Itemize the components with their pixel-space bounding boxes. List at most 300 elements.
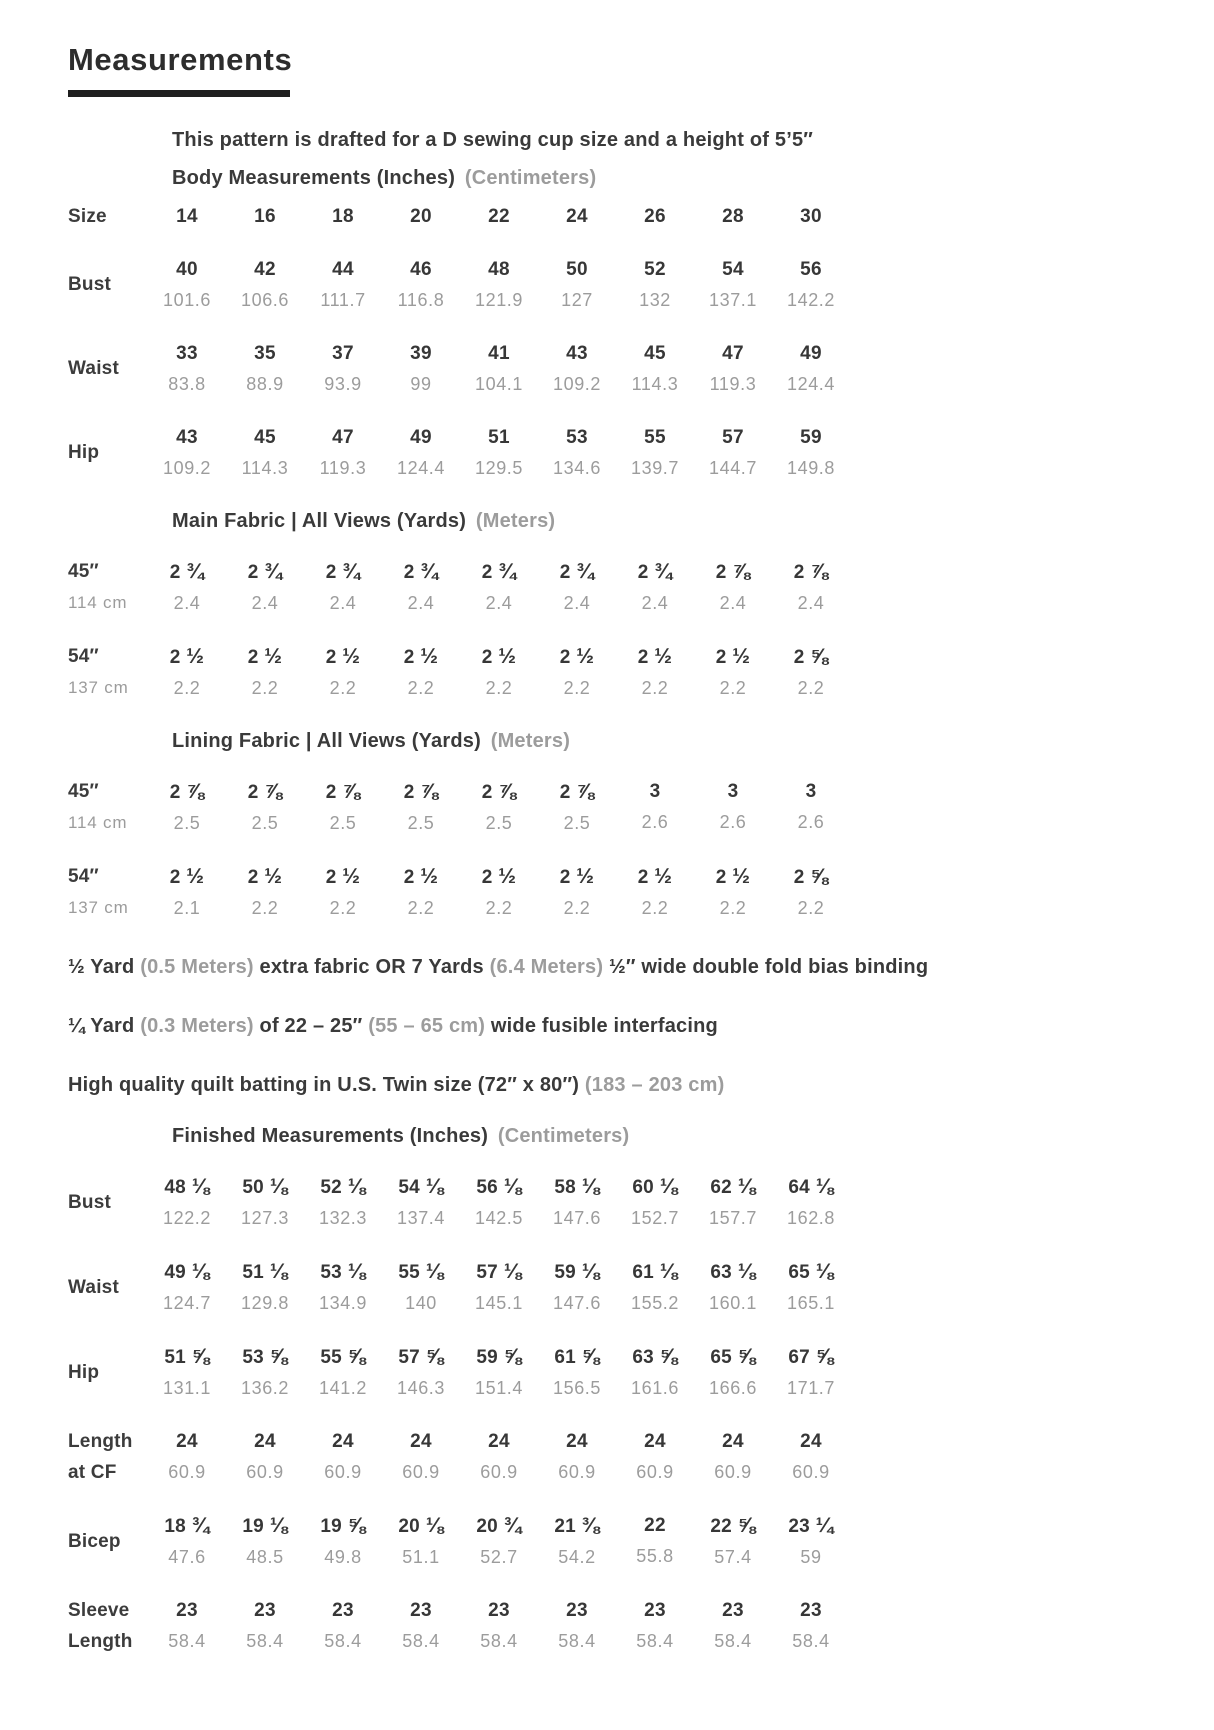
value-cell (148, 1426, 226, 1488)
metric-value: 60.9 (636, 1461, 674, 1482)
primary-value: 23 (254, 1599, 276, 1621)
primary-value: 2 ½ (403, 643, 439, 668)
value-cell (148, 1595, 226, 1657)
metric-value: 2.4 (329, 592, 357, 613)
metric-value: 161.6 (630, 1377, 680, 1398)
metric-value: 2.2 (641, 677, 669, 698)
primary-value: 41 (488, 342, 510, 364)
value-cell (538, 556, 616, 619)
value-cell (304, 1426, 382, 1488)
row-label-line: Waist (68, 1276, 119, 1298)
value-cell (148, 556, 226, 619)
metric-value: 2.2 (485, 677, 513, 698)
metric-value: 60.9 (246, 1461, 284, 1482)
value-cell (538, 422, 616, 484)
metric-value: 2.6 (797, 811, 825, 832)
metric-value: 2.5 (173, 812, 201, 833)
metric-value: 2.4 (563, 592, 591, 613)
row-label (68, 1341, 148, 1404)
value-cell (694, 338, 772, 400)
finished-measure-row (68, 1510, 1146, 1573)
primary-value: 56 ⅛ (476, 1173, 522, 1198)
metric-value: 2.5 (407, 812, 435, 833)
finished-measure-row (68, 1341, 1146, 1404)
value-cell (772, 556, 850, 619)
primary-value: 2 ½ (559, 863, 595, 888)
primary-value: 53 ⅝ (242, 1343, 288, 1368)
metric-value: 60.9 (480, 1461, 518, 1482)
value-cell (382, 1256, 460, 1319)
primary-value: 2 ½ (715, 863, 751, 888)
heading-text: Body Measurements (Inches) (172, 166, 456, 189)
value-cell (304, 422, 382, 484)
metric-value: 99 (410, 373, 432, 394)
primary-value: 22 (644, 1514, 666, 1536)
value-cell (694, 1341, 772, 1404)
metric-value: 58.4 (714, 1630, 752, 1651)
metric-value: 58.4 (168, 1630, 206, 1651)
primary-value: 63 ⅝ (632, 1343, 678, 1368)
metric-value: 2.2 (329, 897, 357, 918)
metric-value: 2.2 (719, 897, 747, 918)
row-label-line: Hip (68, 442, 100, 464)
metric-value: 137.4 (396, 1207, 446, 1228)
value-cell (616, 1510, 694, 1573)
value-cell (694, 776, 772, 839)
finished-measure-row (68, 1171, 1146, 1234)
primary-value: 24 (800, 1430, 822, 1452)
metric-value: 157.7 (708, 1207, 758, 1228)
value-cell (148, 776, 226, 839)
primary-value: 23 (410, 1599, 432, 1621)
primary-value: 24 (644, 1430, 666, 1452)
metric-value: 49.8 (324, 1546, 362, 1567)
metric-value: 2.2 (251, 677, 279, 698)
value-cell (538, 861, 616, 924)
value-cell (616, 861, 694, 924)
metric-value: 58.4 (324, 1630, 362, 1651)
value-cell (460, 254, 538, 316)
primary-value: 23 ¼ (788, 1512, 834, 1537)
note-segment: ½ Yard (68, 955, 141, 978)
value-cell (538, 254, 616, 316)
primary-value: 2 ⅝ (793, 863, 829, 888)
metric-value: 124.7 (162, 1292, 212, 1313)
value-cell (226, 1510, 304, 1573)
metric-value: 139.7 (630, 457, 680, 478)
value-cell (772, 1595, 850, 1657)
value-cell (694, 422, 772, 484)
value-cell (226, 776, 304, 839)
metric-value: 147.6 (552, 1292, 602, 1313)
value-cell (538, 1256, 616, 1319)
value-cell (304, 641, 382, 704)
primary-value: 46 (410, 258, 432, 280)
metric-value: 2.4 (407, 592, 435, 613)
metric-value: 2.5 (485, 812, 513, 833)
note-segment: extra fabric OR 7 Yards (253, 955, 490, 978)
heading-unit-alt: (Meters) (475, 509, 556, 532)
primary-value: 57 ⅝ (398, 1343, 444, 1368)
value-cell (304, 1595, 382, 1657)
metric-value: 127.3 (240, 1207, 290, 1228)
metric-value: 88.9 (246, 373, 284, 394)
value-cell (616, 1426, 694, 1488)
primary-value: 2 ½ (637, 643, 673, 668)
primary-value: 63 ⅛ (710, 1258, 756, 1283)
metric-value: 48.5 (246, 1546, 284, 1567)
value-cell (616, 1171, 694, 1234)
metric-value: 142.2 (786, 289, 836, 310)
primary-value: 53 (566, 426, 588, 448)
primary-value: 2 ⅝ (793, 643, 829, 668)
value-cell (694, 641, 772, 704)
size-value: 22 (488, 205, 510, 227)
size-value: 24 (566, 205, 588, 227)
size-value: 16 (254, 205, 276, 227)
primary-value: 2 ¾ (637, 558, 673, 583)
primary-value: 2 ½ (481, 863, 517, 888)
note-segment: ¼ Yard (68, 1014, 141, 1037)
value-cell (538, 338, 616, 400)
primary-value: 2 ½ (325, 863, 361, 888)
value-cell (382, 1341, 460, 1404)
metric-value: 141.2 (318, 1377, 368, 1398)
note-segment: (0.5 Meters) (140, 955, 254, 978)
row-label: Size (68, 205, 107, 227)
size-value: 14 (176, 205, 198, 227)
primary-value: 62 ⅛ (710, 1173, 756, 1198)
metric-value: 2.4 (251, 592, 279, 613)
value-cell (538, 1341, 616, 1404)
row-label-line: 54″ (68, 646, 99, 668)
value-cell (148, 422, 226, 484)
size-value: 20 (410, 205, 432, 227)
finished-measure-row (68, 1256, 1146, 1319)
finished-measurements-heading (172, 1123, 1146, 1149)
value-cell (772, 1426, 850, 1488)
heading-unit-alt: (Centimeters) (464, 166, 597, 189)
value-cell (148, 1510, 226, 1573)
metric-value: 106.6 (240, 289, 290, 310)
metric-value: 58.4 (792, 1630, 830, 1651)
metric-value: 122.2 (162, 1207, 212, 1228)
metric-value: 2.2 (797, 897, 825, 918)
size-value: 26 (644, 205, 666, 227)
primary-value: 2 ½ (169, 643, 205, 668)
primary-value: 61 ⅝ (554, 1343, 600, 1368)
primary-value: 2 ½ (247, 863, 283, 888)
note-segment: High quality quilt batting in U.S. Twin size (72″ x 80″) (68, 1073, 585, 1096)
intro-note: This pattern is drafted for a D sewing cup size and a height of 5’5″ (172, 128, 814, 151)
row-label (68, 422, 148, 484)
primary-value: 2 ½ (403, 863, 439, 888)
size-value: 18 (332, 205, 354, 227)
primary-value: 18 ¾ (164, 1512, 210, 1537)
primary-value: 21 ⅜ (554, 1512, 600, 1537)
row-label-line: Bust (68, 1191, 112, 1213)
primary-value: 47 (332, 426, 354, 448)
primary-value: 53 ⅛ (320, 1258, 366, 1283)
body-measure-row (68, 422, 1146, 484)
value-cell (772, 1341, 850, 1404)
body-measure-row (68, 254, 1146, 316)
value-cell (538, 776, 616, 839)
value-cell (616, 338, 694, 400)
lining-fabric-heading (172, 728, 1146, 754)
value-cell (538, 641, 616, 704)
primary-value: 23 (800, 1599, 822, 1621)
value-cell (148, 338, 226, 400)
fabric-row (68, 776, 1146, 839)
size-value: 30 (800, 205, 822, 227)
value-cell (772, 1510, 850, 1573)
primary-value: 65 ⅛ (788, 1258, 834, 1283)
metric-value: 134.6 (552, 457, 602, 478)
value-cell (226, 861, 304, 924)
value-cell (616, 641, 694, 704)
value-cell (616, 556, 694, 619)
primary-value: 51 ⅝ (164, 1343, 210, 1368)
primary-value: 23 (644, 1599, 666, 1621)
metric-value: 166.6 (708, 1377, 758, 1398)
primary-value: 37 (332, 342, 354, 364)
primary-value: 2 ½ (559, 643, 595, 668)
metric-value: 47.6 (168, 1546, 206, 1567)
body-measurements-heading (172, 165, 1146, 191)
metric-value: 124.4 (786, 373, 836, 394)
value-cell (460, 776, 538, 839)
primary-value: 55 (644, 426, 666, 448)
row-label-line: Sleeve (68, 1599, 130, 1621)
value-cell (226, 1171, 304, 1234)
primary-value: 58 ⅛ (554, 1173, 600, 1198)
metric-value: 2.5 (329, 812, 357, 833)
metric-value: 114.3 (631, 373, 679, 394)
value-cell (226, 1595, 304, 1657)
primary-value: 55 ⅝ (320, 1343, 366, 1368)
primary-value: 54 ⅛ (398, 1173, 444, 1198)
value-cell (460, 1341, 538, 1404)
row-label-line: 45″ (68, 561, 99, 583)
value-cell (226, 1341, 304, 1404)
metric-value: 160.1 (708, 1292, 758, 1313)
value-cell (460, 1171, 538, 1234)
row-label (68, 338, 148, 400)
value-cell (616, 1341, 694, 1404)
row-label (68, 776, 148, 839)
metric-value: 162.8 (786, 1207, 836, 1228)
primary-value: 52 ⅛ (320, 1173, 366, 1198)
value-cell (382, 556, 460, 619)
value-cell (460, 422, 538, 484)
metric-value: 142.5 (474, 1207, 524, 1228)
primary-value: 56 (800, 258, 822, 280)
metric-value: 145.1 (474, 1292, 524, 1313)
value-cell (460, 338, 538, 400)
primary-value: 20 ¾ (476, 1512, 522, 1537)
metric-value: 156.5 (552, 1377, 602, 1398)
primary-value: 57 (722, 426, 744, 448)
primary-value: 59 (800, 426, 822, 448)
value-cell (616, 1595, 694, 1657)
metric-value: 144.7 (708, 457, 758, 478)
value-cell (226, 1256, 304, 1319)
note-segment: ½″ wide double fold bias binding (603, 955, 929, 978)
primary-value: 54 (722, 258, 744, 280)
metric-value: 2.2 (719, 677, 747, 698)
primary-value: 2 ⅞ (169, 778, 205, 803)
primary-value: 23 (176, 1599, 198, 1621)
value-cell (382, 1595, 460, 1657)
value-cell (382, 338, 460, 400)
value-cell (616, 254, 694, 316)
value-cell (382, 1426, 460, 1488)
metric-value: 2.2 (407, 897, 435, 918)
metric-value: 152.7 (630, 1207, 680, 1228)
metric-value: 119.3 (709, 373, 757, 394)
value-cell (148, 641, 226, 704)
note-line (68, 954, 1146, 981)
metric-value: 93.9 (324, 373, 362, 394)
note-line (68, 1072, 1146, 1099)
value-cell (304, 776, 382, 839)
note-segment: (0.3 Meters) (140, 1014, 254, 1037)
primary-value: 50 (566, 258, 588, 280)
value-cell (616, 776, 694, 839)
value-cell (382, 254, 460, 316)
note-segment: (55 – 65 cm) (368, 1014, 486, 1037)
metric-value: 149.8 (786, 457, 836, 478)
primary-value: 48 ⅛ (164, 1173, 210, 1198)
primary-value: 49 (800, 342, 822, 364)
primary-value: 2 ⅞ (325, 778, 361, 803)
value-cell (304, 1171, 382, 1234)
value-cell (694, 1171, 772, 1234)
value-cell (772, 338, 850, 400)
primary-value: 39 (410, 342, 432, 364)
row-label (68, 1426, 148, 1488)
metric-value: 165.1 (786, 1292, 836, 1313)
row-label-line: 137 cm (68, 678, 129, 698)
primary-value: 61 ⅛ (632, 1258, 678, 1283)
metric-value: 131.1 (162, 1377, 212, 1398)
metric-value: 83.8 (168, 373, 206, 394)
primary-value: 24 (254, 1430, 276, 1452)
row-label-line: at CF (68, 1461, 117, 1483)
value-cell (694, 861, 772, 924)
metric-value: 114.3 (241, 457, 289, 478)
primary-value: 2 ½ (169, 863, 205, 888)
metric-value: 134.9 (318, 1292, 368, 1313)
value-cell (382, 776, 460, 839)
value-cell (694, 1510, 772, 1573)
primary-value: 2 ¾ (169, 558, 205, 583)
finished-measure-row (68, 1595, 1146, 1657)
value-cell (772, 861, 850, 924)
note-segment: (183 – 203 cm) (584, 1073, 725, 1096)
metric-value: 129.5 (474, 457, 524, 478)
metric-value: 2.6 (641, 811, 669, 832)
value-cell (382, 1510, 460, 1573)
row-label-line: Bicep (68, 1530, 121, 1552)
primary-value: 20 ⅛ (398, 1512, 444, 1537)
value-cell (616, 422, 694, 484)
row-label-line: Bust (68, 274, 112, 296)
value-cell (382, 1171, 460, 1234)
note-segment: wide fusible interfacing (485, 1014, 718, 1037)
metric-value: 2.4 (797, 592, 825, 613)
primary-value: 22 ⅝ (710, 1512, 756, 1537)
row-label-line: Hip (68, 1361, 100, 1383)
metric-value: 132 (639, 289, 671, 310)
primary-value: 23 (566, 1599, 588, 1621)
primary-value: 2 ½ (715, 643, 751, 668)
row-label (68, 861, 148, 924)
metric-value: 109.2 (162, 457, 212, 478)
value-cell (772, 1256, 850, 1319)
metric-value: 2.5 (563, 812, 591, 833)
size-row (68, 201, 1146, 232)
primary-value: 24 (176, 1430, 198, 1452)
value-cell (304, 254, 382, 316)
primary-value: 59 ⅝ (476, 1343, 522, 1368)
primary-value: 2 ⅞ (793, 558, 829, 583)
primary-value: 2 ½ (325, 643, 361, 668)
primary-value: 52 (644, 258, 666, 280)
fabric-row (68, 641, 1146, 704)
primary-value: 2 ⅞ (247, 778, 283, 803)
primary-value: 45 (644, 342, 666, 364)
value-cell (460, 1256, 538, 1319)
value-cell (226, 254, 304, 316)
metric-value: 155.2 (630, 1292, 680, 1313)
primary-value: 2 ¾ (481, 558, 517, 583)
note-segment: (6.4 Meters) (489, 955, 604, 978)
value-cell (538, 1510, 616, 1573)
primary-value: 67 ⅝ (788, 1343, 834, 1368)
row-label-line: Length (68, 1430, 133, 1452)
primary-value: 44 (332, 258, 354, 280)
row-label-line: Waist (68, 358, 119, 380)
value-cell (148, 1341, 226, 1404)
metric-value: 59 (800, 1546, 822, 1567)
row-label-line: 137 cm (68, 898, 129, 918)
value-cell (382, 641, 460, 704)
primary-value: 2 ⅞ (403, 778, 439, 803)
primary-value: 24 (566, 1430, 588, 1452)
value-cell (226, 556, 304, 619)
row-label (68, 1171, 148, 1234)
metric-value: 104.1 (474, 373, 524, 394)
primary-value: 2 ½ (637, 863, 673, 888)
value-cell (616, 1256, 694, 1319)
primary-value: 2 ⅞ (481, 778, 517, 803)
metric-value: 124.4 (396, 457, 446, 478)
heading-unit-alt: (Meters) (490, 729, 571, 752)
metric-value: 58.4 (480, 1630, 518, 1651)
primary-value: 48 (488, 258, 510, 280)
metric-value: 58.4 (402, 1630, 440, 1651)
primary-value: 2 ⅞ (559, 778, 595, 803)
primary-value: 33 (176, 342, 198, 364)
value-cell (304, 556, 382, 619)
lining-fabric-table (68, 776, 1146, 924)
row-label-line: Length (68, 1630, 133, 1652)
metric-value: 116.8 (397, 289, 445, 310)
value-cell (304, 1256, 382, 1319)
metric-value: 60.9 (402, 1461, 440, 1482)
